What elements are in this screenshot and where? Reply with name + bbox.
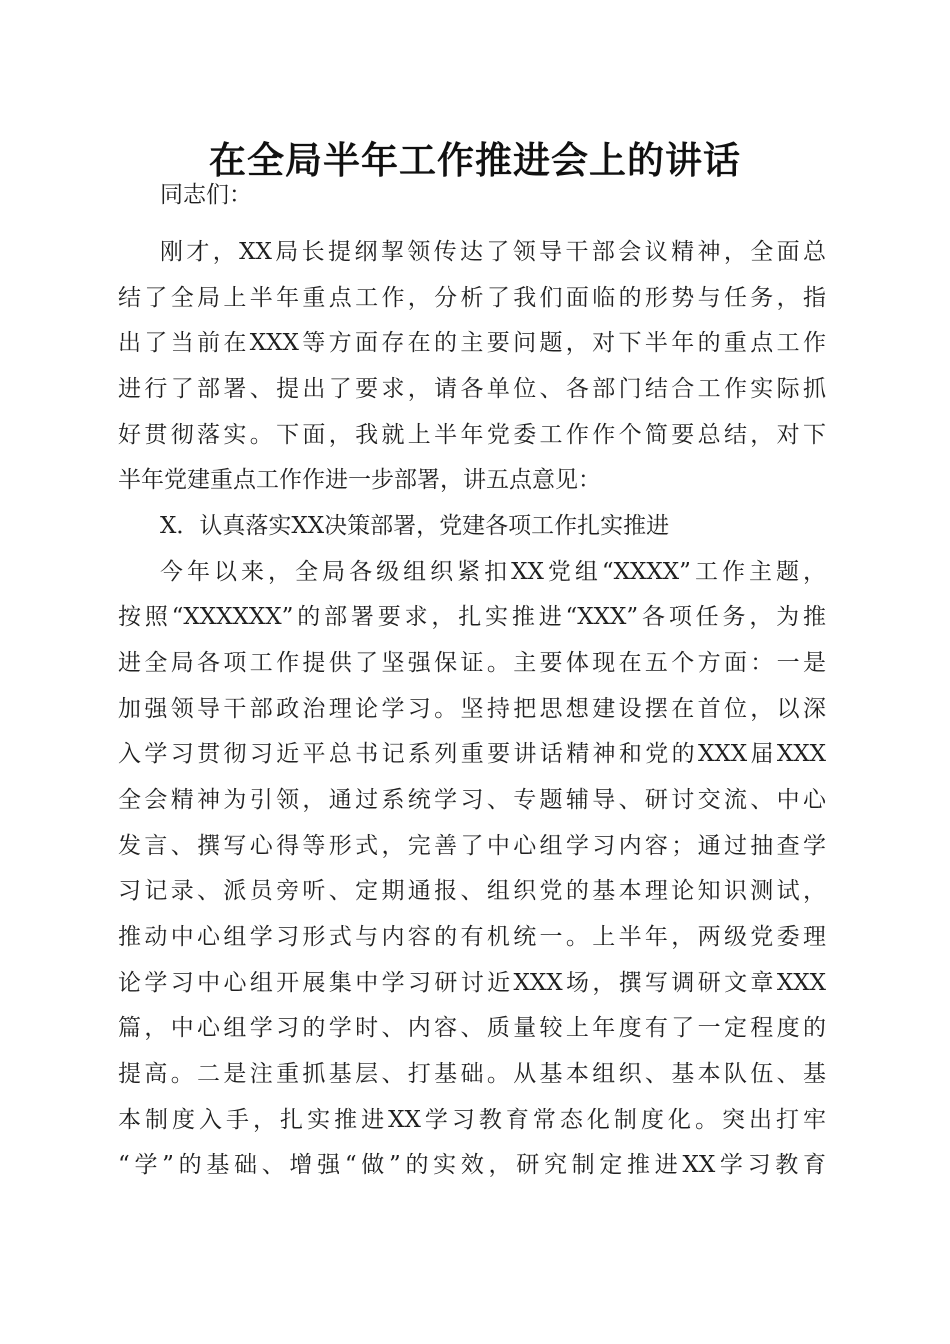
paragraph-3-line: 提高。二是注重抓基层、打基础。从基本组织、基本队伍、基 <box>118 1061 826 1087</box>
paragraph-3-line: 全会精神为引领，通过系统学习、专题辅导、研讨交流、中心 <box>118 787 826 813</box>
paragraph-3-line: 本制度入手，扎实推进XX学习教育常态化制度化。突出打牢 <box>118 1107 826 1133</box>
paragraph-3-line: 发言、撰写心得等形式，完善了中心组学习内容；通过抽查学 <box>118 833 826 859</box>
paragraph-3-line: 今年以来，全局各级组织紧扣XX党组“XXXX”工作主题， <box>160 559 826 585</box>
paragraph-3-line: 入学习贯彻习近平总书记系列重要讲话精神和党的XXX届XXX <box>118 741 826 767</box>
paragraph-1-line: 结了全局上半年重点工作，分析了我们面临的形势与任务，指 <box>118 285 826 311</box>
paragraph-1-line: 出了当前在XXX等方面存在的主要问题，对下半年的重点工作 <box>118 330 826 356</box>
paragraph-1-line: 好贯彻落实。下面，我就上半年党委工作作个简要总结，对下 <box>118 422 826 448</box>
section-heading: X．认真落实XX决策部署，党建各项工作扎实推进 <box>160 513 670 539</box>
paragraph-1-line: 进行了部署、提出了要求，请各单位、各部门结合工作实际抓 <box>118 376 826 402</box>
paragraph-1-line: 刚才，XX局长提纲挈领传达了领导干部会议精神，全面总 <box>160 239 826 265</box>
document-title: 在全局半年工作推进会上的讲话 <box>209 138 741 182</box>
greeting: 同志们： <box>160 182 252 208</box>
paragraph-3-line: 论学习中心组开展集中学习研讨近XXX场，撰写调研文章XXX <box>118 970 826 996</box>
paragraph-3-line: 习记录、派员旁听、定期通报、组织党的基本理论知识测试， <box>118 878 826 904</box>
paragraph-3-line: 按照“XXXXXX”的部署要求，扎实推进“XXX”各项任务，为推 <box>118 604 826 630</box>
paragraph-3-line: “学”的基础、增强“做”的实效，研究制定推进XX学习教育 <box>118 1152 826 1178</box>
paragraph-3-line: 推动中心组学习形式与内容的有机统一。上半年，两级党委理 <box>118 924 826 950</box>
paragraph-3-line: 篇，中心组学习的学时、内容、质量较上年度有了一定程度的 <box>118 1015 826 1041</box>
paragraph-3-line: 进全局各项工作提供了坚强保证。主要体现在五个方面：一是 <box>118 650 826 676</box>
paragraph-1-line: 半年党建重点工作作进一步部署，讲五点意见： <box>118 467 601 493</box>
paragraph-3-line: 加强领导干部政治理论学习。坚持把思想建设摆在首位，以深 <box>118 696 826 722</box>
